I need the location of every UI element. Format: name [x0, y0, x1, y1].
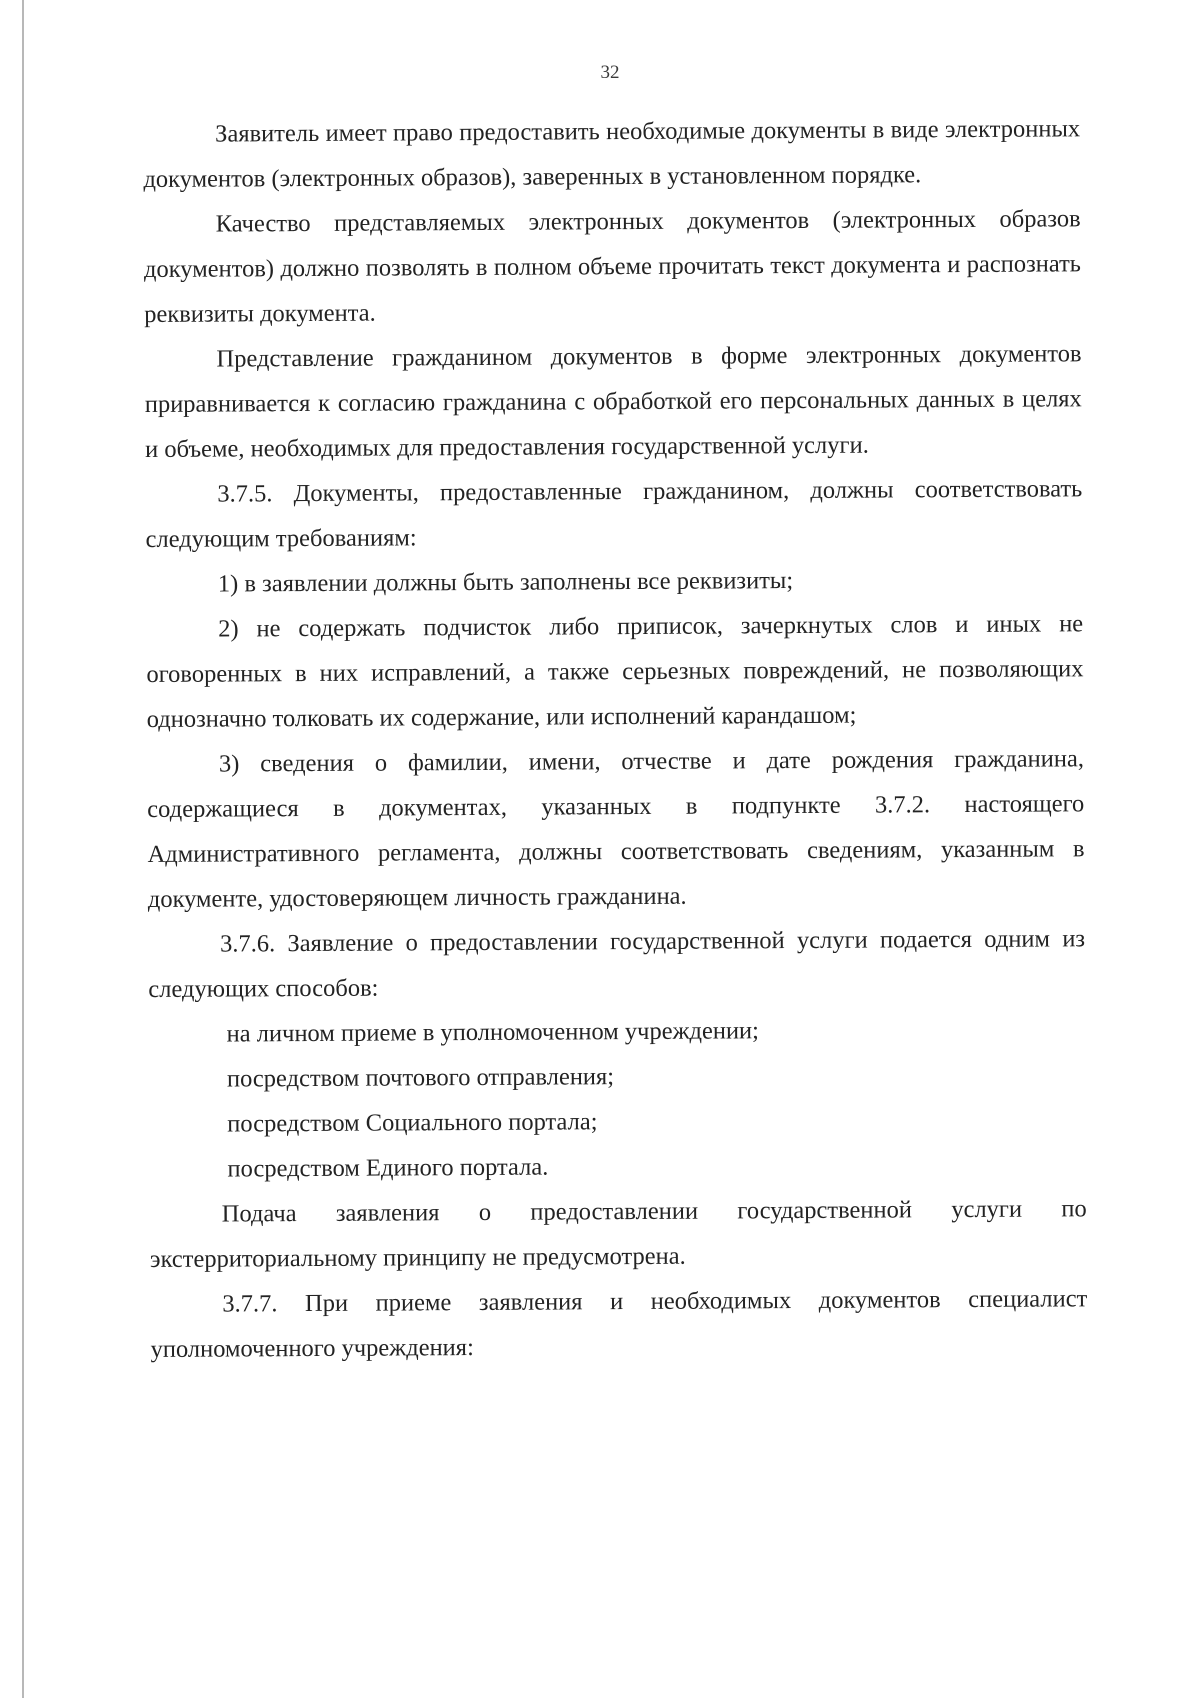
requirement-item-2: 2) не содержать подчисток либо приписок, зачеркнутых слов и иных не оговоренных в них исправлений, а также серьезных повреждений, не позволяющих однозначно толковать их содержание, или исполнений карандашом; [146, 610, 1084, 733]
paragraph-3-7-7: 3.7.7. При приеме заявления и необходимых документов специалист уполномоченного учреждения: [150, 1285, 1088, 1363]
method-item-personal: на личном приеме в уполномоченном учреждении; [226, 1017, 760, 1048]
paragraph-document-quality: Качество представляемых электронных документов (электронных образов документов) должно позволять в полном объеме прочитать текст документа и распознать реквизиты документа. [143, 205, 1082, 328]
paragraph-3-7-6: 3.7.6. Заявление о предоставлении государственной услуги подается одним из следующих способов: [148, 925, 1086, 1003]
requirement-item-3: 3) сведения о фамилии, имени, отчестве и дате рождения гражданина, содержащиеся в документах, указанных в подпункте 3.7.2. настоящего Административного регламента, должны соответствовать сведениям, указанным в документе, удостоверяющем личность гражданина. [147, 745, 1085, 913]
method-item-social-portal: посредством Социального портала; [227, 1108, 598, 1138]
page-number: 32 [600, 62, 620, 83]
document-body [143, 106, 1088, 1372]
requirement-item-1: 1) в заявлении должны быть заполнены все реквизиты; [217, 567, 794, 598]
method-item-mail: посредством почтового отправления; [226, 1063, 615, 1093]
paragraph-3-7-5: 3.7.5. Документы, предоставленные гражданином, должны соответствовать следующим требованиям: [145, 475, 1083, 553]
paragraph-consent: Представление гражданином документов в форме электронных документов приравнивается к согласию гражданина с обработкой его персональных данных в целях и объеме, необходимых для предоставления государственной услуги. [144, 340, 1082, 463]
method-item-unified-portal: посредством Единого портала. [227, 1153, 549, 1183]
paragraph-applicant-right: Заявитель имеет право предоставить необходимые документы в виде электронных документов (электронных образов), заверенных в установленном порядке. [143, 115, 1081, 193]
paragraph-extraterritorial: Подача заявления о предоставлении государственной услуги по экстерриториальному принципу не предусмотрена. [149, 1195, 1087, 1273]
scan-edge-line [22, 0, 24, 1698]
